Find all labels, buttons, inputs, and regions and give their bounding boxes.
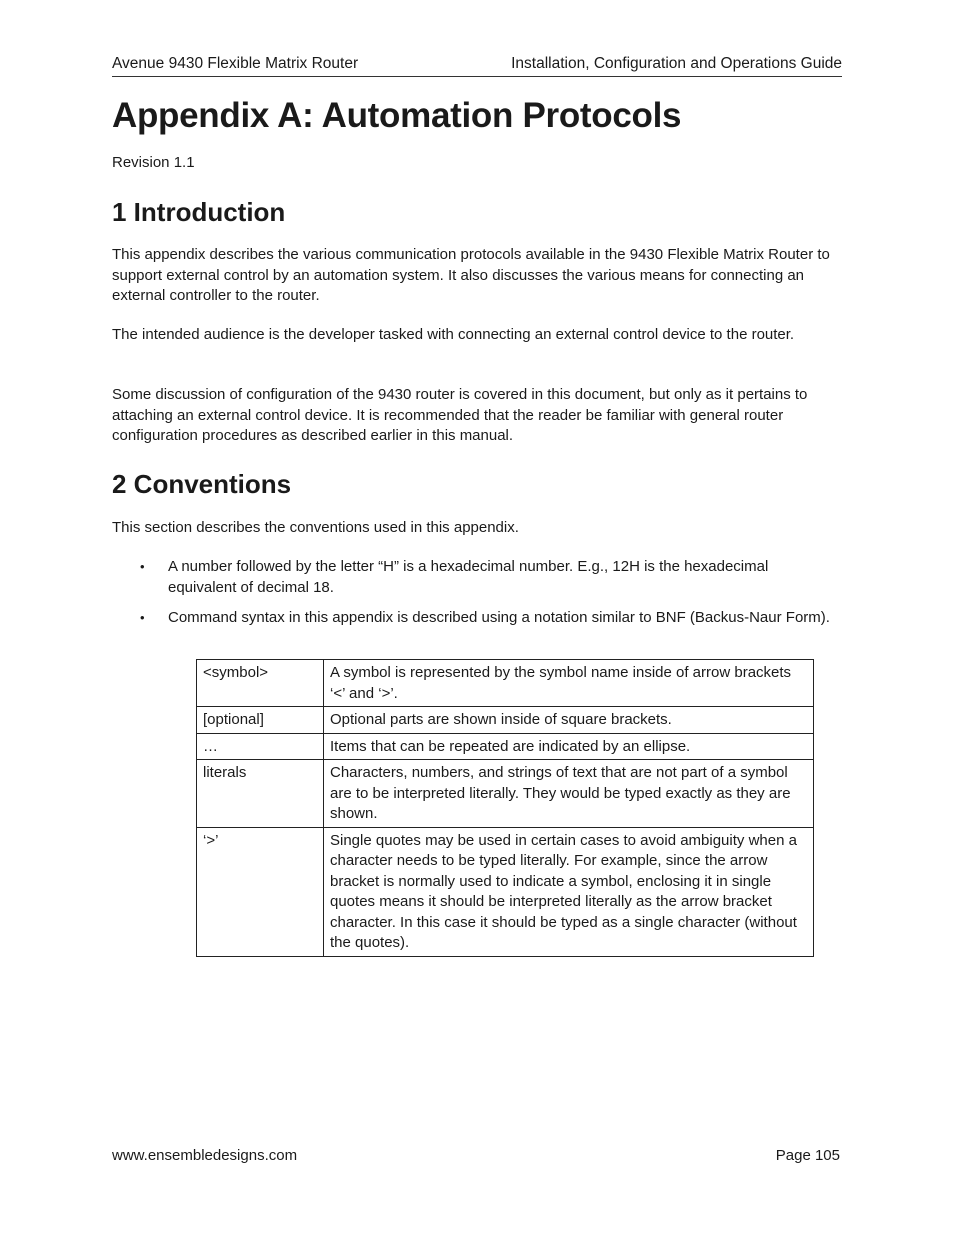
table-row <box>197 707 814 734</box>
intro-paragraph: The intended audience is the developer tasked with connecting an external control device to the router. <box>112 326 795 343</box>
page-footer <box>112 1146 840 1166</box>
list-item <box>112 557 832 598</box>
intro-paragraph: Some discussion of configuration of the 9430 router is covered in this document, but only as it pertains to attaching an external control device. It is recommended that the reader be familiar with general router configuration procedures as described earlier in this manual. <box>112 386 808 444</box>
list-item-text: A number followed by the letter “H” is a hexadecimal number. E.g., 12H is the hexadecimal equivalent of decimal 18. <box>168 558 769 596</box>
table-row <box>197 660 814 707</box>
list-item-text: Command syntax in this appendix is described using a notation similar to BNF (Backus-Naur Form). <box>168 609 830 626</box>
revision-label: Revision 1.1 <box>112 154 195 171</box>
table-cell-description: A symbol is represented by the symbol name inside of arrow brackets ‘<’ and ‘>’. <box>324 660 814 707</box>
notation-table <box>196 659 814 957</box>
table-cell-term: … <box>197 733 324 760</box>
table-cell-description: Single quotes may be used in certain cases to avoid ambiguity when a character needs to be typed literally. For example, since the arrow bracket is normally used to indicate a symbol, enclosing it in single quotes means it should be interpreted literally as the arrow bracket character. In this case it should be typed as a single character (without the quotes). <box>324 827 814 956</box>
intro-paragraph: This appendix describes the various communication protocols available in the 9430 Flexible Matrix Router to support external control by an automation system. It also discusses the various means for connecting an external controller to the router. <box>112 246 830 304</box>
table-row <box>197 827 814 956</box>
table-cell-description: Characters, numbers, and strings of text that are not part of a symbol are to be interpreted literally. They would be typed exactly as they are shown. <box>324 760 814 828</box>
page-title: Appendix A: Automation Protocols <box>112 96 682 135</box>
conventions-intro: This section describes the conventions used in this appendix. <box>112 519 519 536</box>
table-cell-description: Optional parts are shown inside of square brackets. <box>324 707 814 734</box>
table-cell-term: <symbol> <box>197 660 324 707</box>
page-number: Page 105 <box>775 1147 840 1164</box>
conventions-bullet-list <box>112 557 832 639</box>
table-cell-term: literals <box>197 760 324 828</box>
page-header <box>112 54 842 77</box>
table-row <box>197 760 814 828</box>
header-product-name: Avenue 9430 Flexible Matrix Router <box>112 55 359 72</box>
section-heading-conventions: 2 Conventions <box>112 469 292 499</box>
table-cell-term: [optional] <box>197 707 324 734</box>
table-cell-term: ‘>’ <box>197 827 324 956</box>
section-heading-introduction: 1 Introduction <box>112 197 286 227</box>
bullet-icon: • <box>140 610 145 625</box>
bullet-icon: • <box>140 559 145 574</box>
table-cell-description: Items that can be repeated are indicated by an ellipse. <box>324 733 814 760</box>
footer-website: www.ensembledesigns.com <box>112 1147 298 1164</box>
table-row <box>197 733 814 760</box>
list-item <box>112 608 832 629</box>
header-guide-title: Installation, Configuration and Operations Guide <box>511 55 842 72</box>
